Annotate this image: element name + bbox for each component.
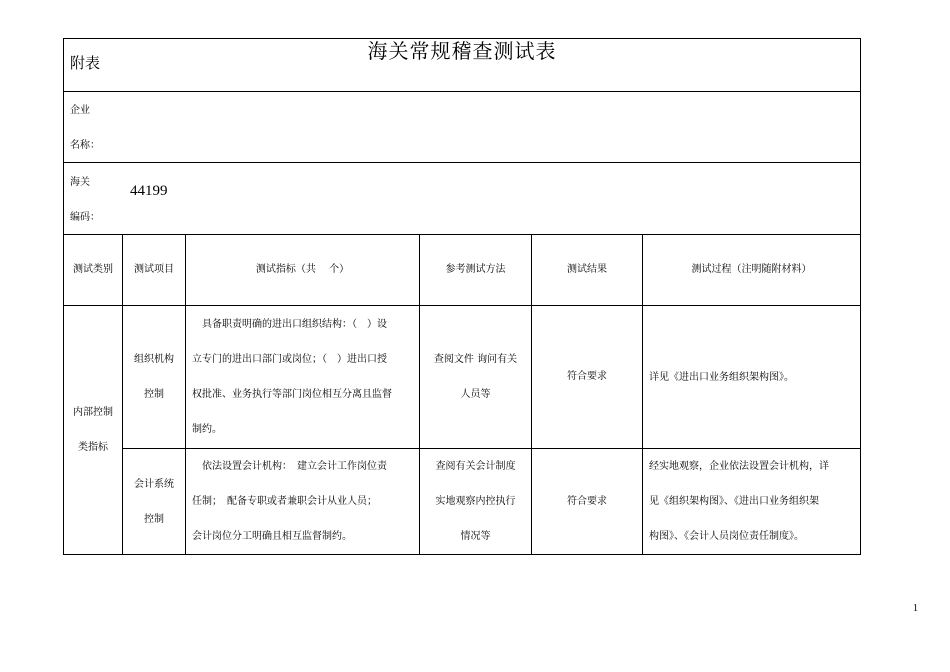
indicator-line: 具备职责明确的进出口组织结构：（ ）设: [192, 319, 387, 330]
method-line: 人员等: [460, 389, 491, 400]
method-line: 实地观察内控执行: [435, 496, 516, 507]
method-line: 查阅文件 询问有关: [433, 354, 518, 365]
method-line: 查阅有关会计制度: [435, 461, 516, 472]
process-cell: [643, 306, 861, 449]
category-cell: [64, 306, 123, 555]
indicator-line: 权批准、业务执行等部门岗位相互分离且监督: [192, 389, 392, 400]
category-line: 类指标: [78, 442, 108, 453]
category-line: 内部控制: [73, 407, 113, 418]
process-cell: [643, 449, 861, 555]
process-line: 详见《进出口业务组织架构图》。: [649, 371, 794, 383]
indicator-line: 会计岗位分工明确且相互监督制约。: [192, 531, 352, 542]
column-header: 测试过程（注明随附材料）: [643, 235, 861, 306]
column-header: 参考测试方法: [420, 235, 532, 306]
table-row: [64, 306, 861, 449]
customs-code-value: 44199: [130, 183, 168, 199]
method-line: 情况等: [460, 531, 491, 542]
column-header: 测试类别: [64, 235, 123, 306]
method-cell: [420, 306, 532, 449]
result-cell: 符合要求: [532, 449, 643, 555]
customs-code-row: [64, 163, 861, 235]
audit-test-table: [63, 38, 861, 555]
enterprise-label-line2: 名称：: [70, 140, 100, 151]
column-header: 测试结果: [532, 235, 643, 306]
method-cell: [420, 449, 532, 555]
process-line: 见《组织架构图》、《进出口业务组织架: [649, 496, 819, 507]
table-title: 海关常规稽查测试表: [367, 39, 557, 63]
item-line: 控制: [144, 513, 164, 525]
item-line: 控制: [144, 389, 164, 400]
item-cell: [123, 449, 186, 555]
process-line: 构图》、《会计人员岗位责任制度》。: [649, 531, 804, 542]
indicator-line: 立专门的进出口部门或岗位；（ ）进出口授: [192, 354, 387, 365]
column-header: 测试项目: [123, 235, 186, 306]
indicator-line: 制约。: [192, 424, 222, 435]
table-row: [64, 449, 861, 555]
result-cell: 符合要求: [532, 306, 643, 449]
enterprise-name-row: [64, 92, 861, 163]
customs-label-line2: 编码：: [70, 212, 100, 223]
enterprise-label-line1: 企业: [70, 105, 90, 116]
column-header-row: [64, 235, 861, 306]
page-number: 1: [913, 603, 918, 614]
title-row: [64, 39, 861, 92]
column-header: 测试指标（共 个）: [186, 235, 420, 306]
process-line: 经实地观察，企业依法设置会计机构，详: [649, 461, 829, 472]
indicator-cell: [186, 449, 420, 555]
customs-label-line1: 海关: [70, 177, 90, 188]
annex-label: 附表: [70, 54, 101, 72]
indicator-line: 任制； 配备专职或者兼职会计从业人员；: [192, 496, 377, 507]
item-line: 组织机构: [134, 354, 174, 365]
indicator-cell: [186, 306, 420, 449]
item-line: 会计系统: [134, 478, 174, 490]
indicator-line: 依法设置会计机构： 建立会计工作岗位责: [192, 461, 387, 472]
item-cell: [123, 306, 186, 449]
